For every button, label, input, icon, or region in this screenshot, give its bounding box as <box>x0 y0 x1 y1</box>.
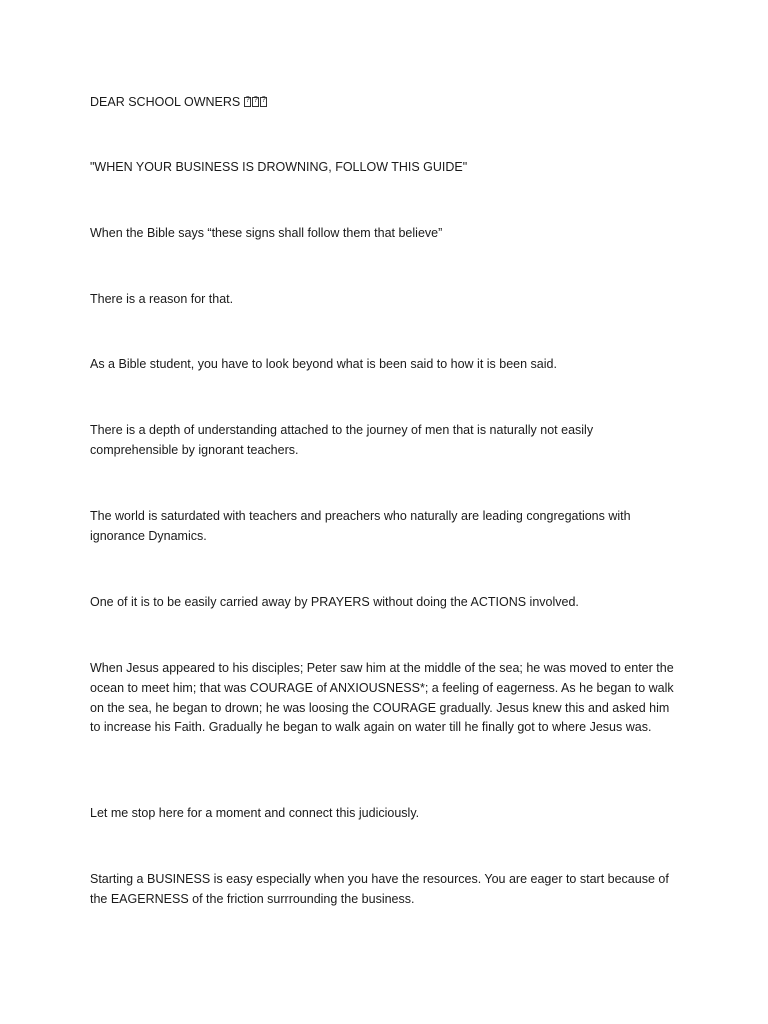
missing-glyph-icon <box>260 97 267 107</box>
paragraph: There is a reason for that. <box>90 292 234 306</box>
missing-glyph-icon <box>244 97 251 107</box>
paragraph: One of it is to be easily carried away by PRAYERS without doing the ACTIONS involved. <box>90 595 579 609</box>
paragraph: There is a depth of understanding attached to the journey of men that is naturally not easily comprehensible by ignorant teachers. <box>90 423 594 457</box>
paragraph: As a Bible student, you have to look beyond what is been said to how it is been said. <box>90 357 557 371</box>
greeting-text: DEAR SCHOOL OWNERS <box>90 95 241 109</box>
paragraph: The world is saturdated with teachers and preachers who naturally are leading congregations with ignorance Dynamics. <box>90 509 631 543</box>
missing-glyph-icon <box>252 97 259 107</box>
missing-glyph-icons <box>243 95 267 109</box>
paragraph: Starting a BUSINESS is easy especially when you have the resources. You are eager to start because of the EAGERNESS of the friction surrrounding the business. <box>90 872 669 906</box>
paragraph: When Jesus appeared to his disciples; Peter saw him at the middle of the sea; he was moved to enter the ocean to meet him; that was COURAGE of ANXIOUSNESS*; a feeling of eagerness. As he began to walk on the sea, he began to drown; he was loosing the COURAGE gradually. Jesus knew this and asked him to increase his Faith. Gradually he began to walk again on water till he finally got to where Jesus was. <box>90 661 674 735</box>
paragraph: Let me stop here for a moment and connect this judiciously. <box>90 806 420 820</box>
greeting-line <box>90 93 680 113</box>
paragraph: When the Bible says “these signs shall follow them that believe” <box>90 226 443 240</box>
guide-title: "WHEN YOUR BUSINESS IS DROWNING, FOLLOW THIS GUIDE" <box>90 160 468 174</box>
